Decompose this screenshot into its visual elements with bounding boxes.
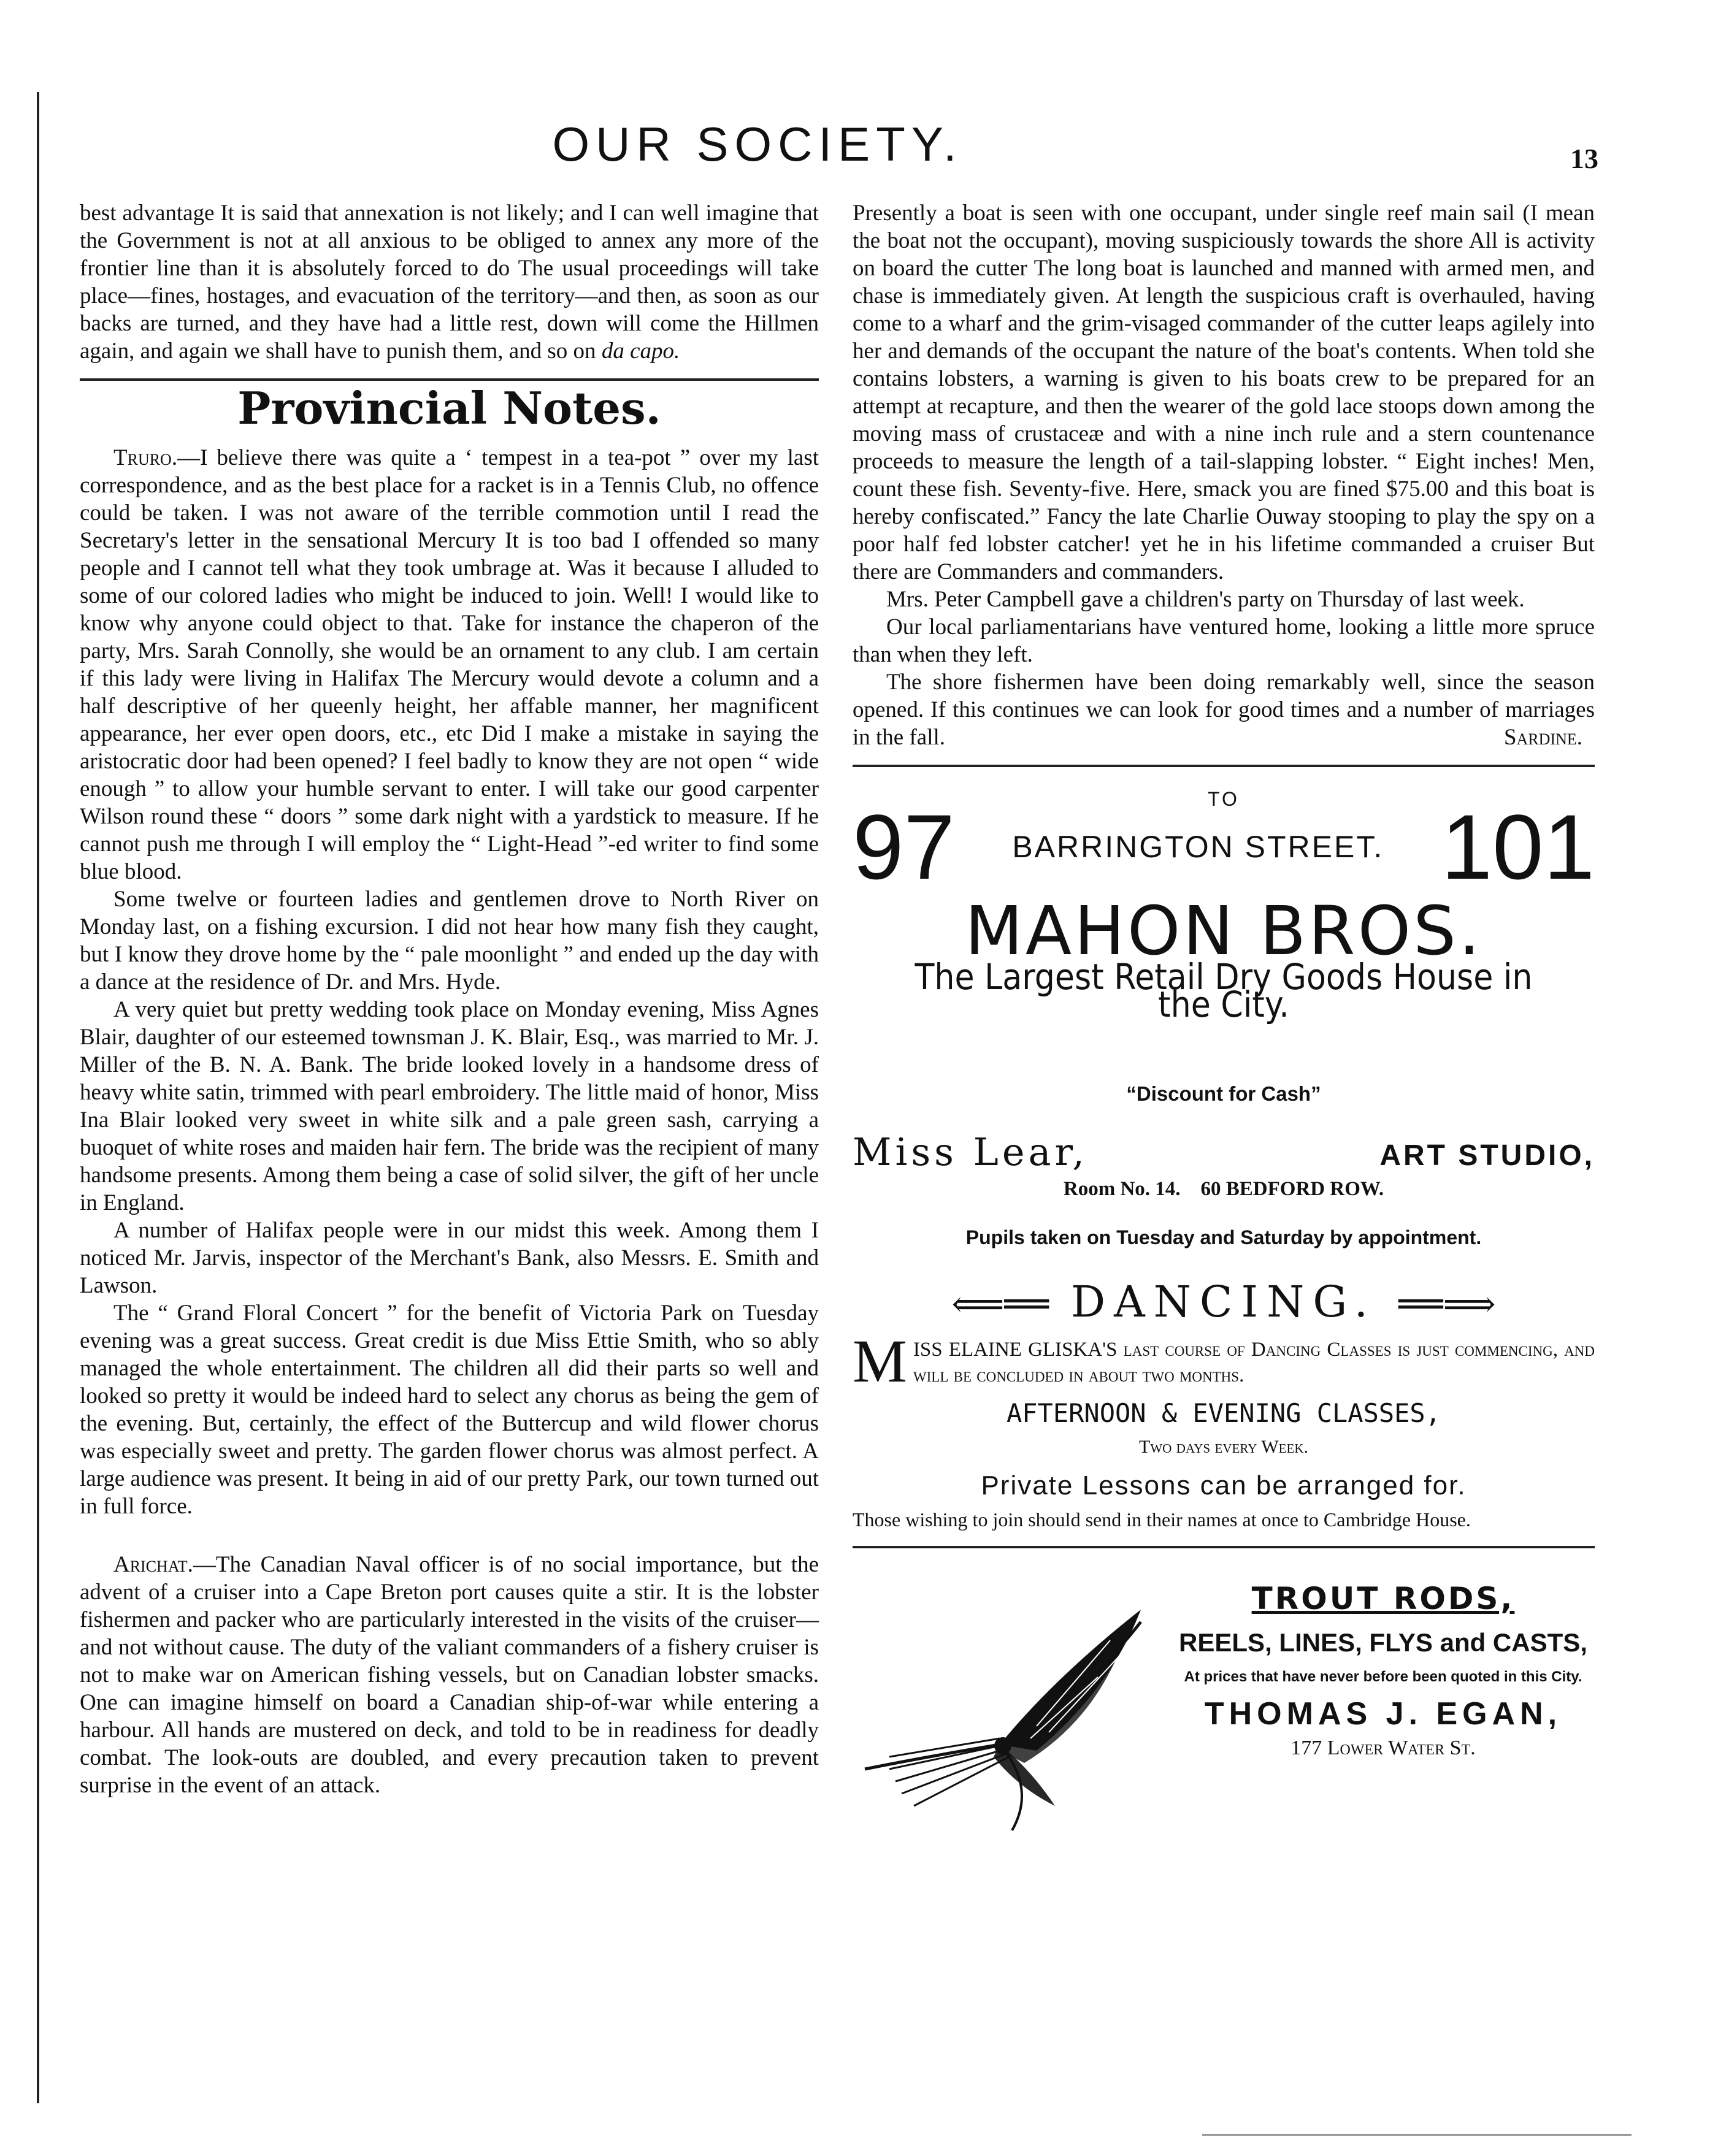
street-number-left: 97 <box>853 795 955 898</box>
trout-rods: TROUT RODS, <box>1251 1581 1515 1616</box>
lear-name: Miss Lear, <box>853 1130 1089 1174</box>
arichat-continued-2: Mrs. Peter Campbell gave a children's party on Thursday of last week. <box>886 587 1525 612</box>
arichat-continued-3: Our local parliamentarians have ventured home, looking a little more spruce than when they left. <box>853 614 1595 667</box>
left-column <box>80 199 819 1799</box>
fishing-fly-illustration <box>853 1585 1172 1843</box>
lear-row <box>853 1130 1595 1174</box>
street-name: BARRINGTON STREET. <box>1012 829 1384 864</box>
egan-ad-text <box>1172 1581 1595 1843</box>
arichat-lead: Arichat. <box>113 1552 193 1577</box>
street-address: 60 BEDFORD ROW. <box>1200 1178 1384 1200</box>
page-number: 13 <box>1570 143 1598 174</box>
classes-line: AFTERNOON & EVENING CLASSES, <box>1006 1398 1441 1428</box>
store-tagline: The Largest Retail Dry Goods House in the City. <box>915 956 1533 1025</box>
dancing-title-text: DANCING. <box>1070 1277 1377 1327</box>
left-margin-rule <box>37 92 39 2103</box>
truro-paragraph-5: The “ Grand Floral Concert ” for the benefit of Victoria Park on Tuesday evening was a great success. Great credit is due Miss Ettie Smith, who so ably managed the whole entertainment. The children all did their parts so well and looked so pretty it would be indeed hard to select any chorus as being the gem of the evening. But, certainly, the effect of the Buttercup and wild flower chorus was especially sweet and pretty. The garden flower chorus was almost perfect. A large audience was present. It being in aid of our pretty Park, our town turned out in full force. <box>80 1301 819 1519</box>
dancing-body-text: ISS ELAINE GLISKA'S last course of Dancing Classes is just commencing, and will be concluded in about two months. <box>913 1339 1595 1386</box>
section-divider <box>80 378 819 381</box>
page-title: OUR SOCIETY. <box>552 117 963 171</box>
room-number: Room No. 14. <box>1063 1178 1181 1200</box>
arrow-right-icon: ══⟹ <box>1398 1283 1496 1326</box>
dancing-body <box>853 1327 1595 1395</box>
store-name: MAHON BROS. <box>965 892 1482 970</box>
truro-paragraph-3: A very quiet but pretty wedding took place on Monday evening, Miss Agnes Blair, daughter of our esteemed townsman J. K. Blair, Esq., was married to Mr. J. Miller of the B. N. A. Bank. The bride looked lovely in a handsome dress of heavy white satin, trimmed with pearl embroidery. The little maid of honor, Miss Ina Blair looked very sweet in white silk and a pale green sash, carrying a buoquet of white roses and maiden hair fern. The bride was the recipient of many handsome presents. Among them being a case of solid silver, the gift of her uncle in England. <box>80 997 819 1215</box>
arichat-continued-1: Presently a boat is seen with one occupant, under single reef main sail (I mean the boat not the occupant), moving suspiciously towards the shore All is activity on board the cutter The long boat is launched and manned with armed men, and chase is immediately given. At length the suspicious craft is overhauled, having come to a wharf and the grim-visaged commander of the cutter leaps agilely into her and demands of the occupant the nature of the boat's contents. When told she contains lobsters, a warning is given to his boats crew to be prepared for an attempt at recapture, and then the wearer of the gold lace stoops down among the moving mass of crustaceæ and with a nine inch rule and a stern countenance proceeds to measure the length of a tail-slapping lobster. “ Eight inches! Men, count these fish. Seventy-five. Here, smack you are fined $75.00 and this boat is hereby confiscated.” Fancy the late Charlie Ouway stooping to play the spy on a poor half fed lobster catcher! yet he in his lifetime commanded a cruiser But there are Commanders and commanders. <box>853 201 1595 584</box>
pupils-line: Pupils taken on Tuesday and Saturday by appointment. <box>965 1226 1482 1248</box>
ad-divider-2 <box>853 1546 1595 1548</box>
reels-line: REELS, LINES, FLYS and CASTS, <box>1179 1628 1587 1657</box>
address-row <box>853 795 1595 898</box>
signature: Sardine. <box>1503 725 1582 750</box>
prices-line: At prices that have never before been quoted in this City. <box>1184 1669 1582 1685</box>
truro-paragraph-2: Some twelve or fourteen ladies and gentlemen drove to North River on Monday last, on a fishing excursion. I did not hear how many fish they caught, but I know they drove home by the “ pale moonlight ” and ended up the day with a dance at the residence of Dr. and Mrs. Hyde. <box>80 887 819 995</box>
dancing-ad <box>853 1277 1595 1532</box>
drop-cap: M <box>853 1327 907 1395</box>
street-number-right: 101 <box>1441 795 1595 898</box>
days-line: Two days every Week. <box>1139 1437 1308 1457</box>
discount-line: “Discount for Cash” <box>1126 1082 1321 1105</box>
private-lessons: Private Lessons can be arranged for. <box>981 1470 1467 1500</box>
section-title: Provincial Notes. <box>237 382 661 434</box>
intro-paragraph <box>80 199 819 365</box>
truro-paragraph-4: A number of Halifax people were in our midst this week. Among them I noticed Mr. Jarvis, inspector of the Merchant's Bank, also Messrs. E. Smith and Lawson. <box>80 1218 819 1298</box>
truro-lead: Truro. <box>113 445 178 470</box>
truro-text-1: —I believe there was quite a ‘ tempest in a tea-pot ” over my last correspondence, and as the best place for a racket is in a Tennis Club, no offence could be taken. I was not aware of the terrible commotion until I read the Secretary's letter in the sensational Mercury It is too bad I offended so many people and I cannot tell what they took umbrage at. Was it because I alluded to some of our colored ladies who might be induced to join. Well! I would like to know why anyone could object to that. Take for instance the chaperon of the party, Mrs. Sarah Connolly, she would be an ornament to any club. I am certain if this lady were living in Halifax The Mercury would devote a column and a half descriptive of her queenly height, her affable manner, her magnificent appearance, her ever open doors, etc., etc Did I make a mistake in saying the aristocratic door had been opened? I feel badly to know they are not open “ wide enough ” to allow your humble servant to enter. I will take our good carpenter Wilson round these “ doors ” some dark night with a yardstick to measure. If he cannot push me through I will employ the “ Light-Head ”-ed writer to find some blue blood. <box>80 445 819 884</box>
mahon-bros-ad <box>853 786 1595 1107</box>
intro-italic: da capo. <box>601 338 680 364</box>
ad-to: TO <box>1208 788 1240 810</box>
those-wishing: Those wishing to join should send in their names at once to Cambridge House. <box>853 1508 1471 1531</box>
arichat-paragraph-1 <box>80 1551 819 1799</box>
truro-paragraph-1 <box>80 444 819 885</box>
bottom-scan-line <box>1202 2134 1632 2136</box>
arrow-left-icon: ⟸══ <box>951 1283 1049 1326</box>
ad-divider <box>853 765 1595 767</box>
arichat-text-4: The shore fishermen have been doing remarkably well, since the season opened. If this continues we can look for good times and a number of marriages in the fall. <box>853 670 1595 750</box>
lear-address <box>853 1175 1595 1203</box>
right-column <box>853 199 1595 1843</box>
dancing-title <box>853 1277 1595 1327</box>
arichat-continued-4 <box>853 668 1595 751</box>
lear-ad <box>853 1130 1595 1252</box>
intro-text: best advantage It is said that annexation is not likely; and I can well imagine that the Government is not at all anxious to be obliged to annex any more of the frontier line than it is absolutely forced to do The usual proceedings will take place—fines, hostages, and evacuation of the territory—and then, as soon as our backs are turned, and they have had a little rest, down will come the Hillmen again, and again we shall have to punish them, and so on <box>80 201 819 364</box>
arichat-text-1: —The Canadian Naval officer is of no social importance, but the advent of a cruiser into a Cape Breton port causes quite a stir. It is the lobster fishermen and packer who are particularly interested in the visits of the cruiser—and not without cause. The duty of the valiant commanders of a fishery cruiser is not to make war on American fishing vessels, but on Canadian lobster smacks. One can imagine himself on board a Canadian ship-of-war while entering a harbour. All hands are mustered on deck, and told to be in readiness for deadly combat. The look-outs are doubled, and every precaution taken to prevent surprise in the event of an attack. <box>80 1552 819 1798</box>
art-studio: ART STUDIO, <box>1379 1139 1595 1172</box>
egan-name: THOMAS J. EGAN, <box>1204 1696 1562 1732</box>
egan-address: 177 Lower Water St. <box>1290 1737 1476 1759</box>
egan-ad <box>853 1581 1595 1843</box>
